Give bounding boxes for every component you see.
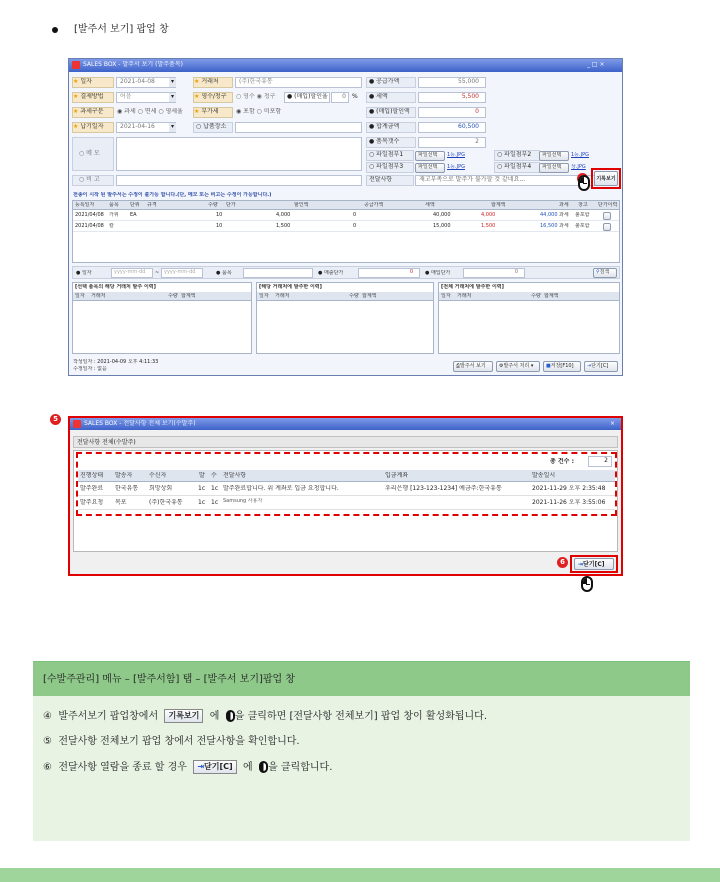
due-date-field[interactable]: 2021-04-16 [116,122,176,133]
note-label: ○ 비 고 [72,175,114,186]
history-panel-title: [해당 거래처에 발주한 이력] [259,284,322,290]
tax-amount-field: 5,500 [418,92,486,103]
table-row[interactable] [73,211,619,221]
deliver-note-label: 전달사항 [366,175,414,186]
file1-select-button[interactable]: 파일선택 [415,151,445,161]
total-amount-field: 60,500 [418,122,486,133]
file3-link[interactable]: 1등.JPG [447,164,465,170]
history-panel-title: [전체 거래처에 발주한 이력] [441,284,504,290]
date-dropdown-icon[interactable]: ▾ [170,78,174,85]
count-field: 2 [588,456,612,467]
cell-qty: 10 [216,212,223,218]
delivery-place-label: ○ 납품장소 [193,122,233,133]
col-header-reg-date: 등록일자 [75,202,95,208]
col-header-account: 입금계좌 [385,472,409,479]
bullet-title: [발주서 보기] 팝업 창 [74,24,169,35]
filter-item-label: ● 품목 [216,270,232,276]
price-history-button[interactable] [603,223,611,231]
mouse-icon [226,710,235,722]
cell-discount: 0 [353,212,357,218]
cell-total: 16,500 [540,223,558,229]
col-qty: 수량 [531,293,541,299]
col-vendor: 거래처 [91,293,106,299]
file1-link[interactable]: 1등.JPG [447,152,465,158]
discount-amount-label: ● (매입)할인액 [366,107,416,118]
cell-sent-at: 2021-11-29 오후 2:35:48 [532,485,606,492]
discount-unit: % [352,93,358,100]
filter-buy-price-label: ● 매입단가 [425,270,451,276]
payment-dropdown-icon[interactable]: ▾ [170,93,174,100]
col-header-spec: 규격 [147,202,157,208]
col-header-sender: 발송자 [115,472,133,479]
price-history-button[interactable] [603,212,611,220]
exit-icon: ⇥ [578,561,584,568]
filter-sale-price-field[interactable]: 0 [358,268,420,278]
edit-notice: 전송이 시작 된 발주서는 수정이 불가능 합니다.(단, 메모 또는 비고는 수정이 가능합니다.) [73,192,272,198]
notes-grid [78,470,615,514]
file4-label: ○ 파일첨부4 [494,162,540,173]
history-panel-header [73,292,251,301]
close-button[interactable]: ⇥닫기[C] [574,558,614,570]
col-qty: 수량 [349,293,359,299]
required-star-icon: ★ [73,78,79,85]
cell-date: 2021/04/08 [75,212,104,218]
cell-supply: 15,000 [433,223,451,229]
step-4-text: ④ 발주서보기 팝업창에서 기록보기 에 을 클릭하면 [전달사항 전체보기] 팝업 창이 활성화됩니다. [43,711,488,722]
close-icon[interactable]: × [610,420,616,427]
table-row[interactable] [78,483,615,496]
cell-unit: EA [130,212,137,218]
vat-label: ★ 부가세 [193,107,233,118]
vendor-field[interactable]: (주)한국유통 [235,77,362,88]
cell-receiver: (주)한국유통 [149,499,183,506]
order-view-window [68,58,623,376]
col-date: 일자 [259,293,269,299]
instructions-panel [33,661,690,841]
cell-message: Samsung 사용자 [223,498,263,504]
file2-link[interactable]: 1등.JPG [571,152,589,158]
window-titlebar[interactable] [70,418,621,430]
due-date-dropdown-icon[interactable]: ▾ [170,123,174,130]
col-header-total: 합계액 [491,202,506,208]
cell-qty: 10 [216,223,223,229]
vendor-label: ★ 거래처 [193,77,233,88]
col-header-send: 발 [199,472,205,479]
cell-supply: 40,000 [433,212,451,218]
cell-sender: 한국유통 [115,485,139,492]
col-header-qty: 수량 [208,202,218,208]
cell-sender: 목포 [115,499,127,506]
total-amount-label: ● 합계금액 [366,122,416,133]
filter-date-from[interactable]: yyyy-mm-dd [111,268,153,278]
cell-status: 발주완료 [80,485,104,492]
cell-item: 칼 [109,223,114,229]
app-icon [73,420,81,428]
file3-label: ○ 파일첨부3 [366,162,414,173]
col-header-item: 품목 [109,202,119,208]
step-5-badge: 5 [50,414,61,425]
save-icon: ■ [546,363,551,369]
app-icon [72,61,80,69]
cell-date: 2021/04/08 [75,223,104,229]
supply-amount-label: ● 공급가액 [366,77,416,88]
item-count-label: ● 품목갯수 [366,137,416,148]
modified-date: 수정일자 : 없음 [73,366,107,372]
discount-rate-field[interactable]: 0 [331,92,349,103]
instructions-header: [수발주관리] 메뉴 – [발주서함] 탭 – [발주서 보기]팝업 창 [43,674,296,685]
col-total: 합계액 [181,293,196,299]
process-icon: ⚙ [499,363,504,369]
history-panel-header [439,292,619,301]
count-label: 총 건수 : [550,458,574,465]
date-label: ★ 일자 [72,77,114,88]
memo-textarea[interactable] [116,137,362,171]
save-button[interactable]: ■저장[F10] [543,361,581,372]
window-title: SALES BOX - 발주서 보기 (발주품목) [83,61,183,68]
cell-price: 4,000 [276,212,291,218]
discount-rate-label: ● (매입)할인율 [284,92,330,103]
search-icon: ⚲ [596,269,600,275]
window-controls[interactable]: _ □ × [587,61,605,68]
supply-amount-field: 55,000 [418,77,486,88]
window-title: SALES BOX - 전달사항 전체 보기(수발주) [84,420,196,427]
cell-taxable: 과세 [559,212,569,218]
cell-tax: 1,500 [481,223,496,229]
cell-total: 44,000 [540,212,558,218]
col-header-sent-at: 발송일시 [532,472,556,479]
col-header-price: 단가 [226,202,236,208]
item-count-field: 2 [418,137,486,148]
cell-discount: 0 [353,223,357,229]
file2-label: ○ 파일첨부2 [494,150,540,161]
close-button-ref: ⇥닫기[C] [193,760,236,774]
col-header-price-history: 단가이력 [598,202,618,208]
close-button[interactable]: ⇥닫기[C] [584,361,618,372]
file4-link[interactable]: 상.JPG [571,164,586,170]
mouse-icon [259,761,268,773]
date-field[interactable]: 2021-04-08 [116,77,176,88]
cell-taxable: 과세 [559,223,569,229]
col-vendor: 거래처 [457,293,472,299]
cell-recv: 1c [211,485,219,492]
history-panel-title: [선택 품목의 해당 거래처 발주 이력] [75,284,156,290]
receipt-label: ★ 영수/청구 [193,92,233,103]
filter-buy-price-field[interactable]: 0 [463,268,525,278]
notes-tab[interactable]: 전달사항 전체(수발주) [73,436,618,448]
cell-send: 1c [198,499,206,506]
window-titlebar[interactable] [69,59,622,72]
col-header-receiver: 수신자 [149,472,167,479]
exit-icon: ⇥ [587,363,592,369]
due-date-label: ★ 납기일자 [72,122,114,133]
search-button[interactable]: ⚲검색 [593,268,617,278]
cell-receiver: 희망상회 [149,485,173,492]
step-6-text: ⑥ 전달사항 열람을 종료 할 경우 ⇥닫기[C] 에 을 클릭합니다. [43,762,333,773]
items-grid [72,200,620,263]
file3-select-button[interactable]: 파일선택 [415,163,445,173]
mouse-click-icon [578,175,590,191]
cell-tax: 4,000 [481,212,496,218]
cell-warehouse: 불포함 [575,212,590,218]
receipt-radio-group[interactable]: ○ 영수 ◉ 청구 [236,93,276,100]
cell-warehouse: 불포함 [575,223,590,229]
memo-label: ○ 메 모 [72,137,114,171]
table-row[interactable] [78,497,615,510]
filter-date-to[interactable]: yyyy-mm-dd [161,268,203,278]
file2-select-button[interactable]: 파일선택 [539,151,569,161]
payment-label: ★ 결제방법 [72,92,114,103]
col-header-discount: 할인액 [294,202,309,208]
payment-select[interactable]: 어음 [116,92,176,103]
tax-amount-label: ● 세액 [366,92,416,103]
col-header-supply: 공급가액 [364,202,384,208]
cell-item: 가위 [109,212,119,218]
cell-status: 발주요청 [80,499,104,506]
step-6-badge: 6 [557,557,568,568]
col-vendor: 거래처 [275,293,290,299]
col-header-tax: 세액 [425,202,435,208]
col-qty: 수량 [168,293,178,299]
history-view-button[interactable]: 기록보기 [594,171,618,186]
mouse-click-icon [581,576,593,592]
col-date: 일자 [75,293,85,299]
filter-bar [72,266,620,279]
col-date: 일자 [441,293,451,299]
col-header-status: 진행상태 [80,472,104,479]
order-view-button[interactable]: ⎙발주서 보기 [453,361,493,372]
created-date: 작성일자 : 2021-04-09 오후 4:11:33 [73,359,159,365]
cell-price: 1,500 [276,223,291,229]
file1-label: ○ 파일첨부1 [366,150,414,161]
footer-band [0,868,720,882]
col-total: 합계액 [544,293,559,299]
col-header-taxable: 과세 [559,202,569,208]
cell-message: 발주완료합니다. 위 계좌로 입금 요청합니다. [223,485,339,492]
filter-date-label: ● 일자 [76,270,92,276]
file4-select-button[interactable]: 파일선택 [539,163,569,173]
filter-sale-price-label: ● 매출단가 [318,270,344,276]
cell-account: 우리은행 [123-123-1234] 예금주:한국유통 [385,485,502,492]
printer-icon: ⎙ [456,363,461,369]
discount-amount-field: 0 [418,107,486,118]
deliver-notes-window [68,416,623,576]
filter-tilde: ~ [155,270,160,276]
vat-radio-group[interactable]: ◉ 포함 ○ 미포함 [236,108,282,115]
tax-type-label: ★ 과세구분 [72,107,114,118]
history-panel-vendor [256,282,434,354]
col-header-unit: 단위 [130,202,140,208]
col-header-warehouse: 창고 [578,202,588,208]
cell-sent-at: 2021-11-26 오후 3:55:06 [532,499,606,506]
bullet-dot [52,27,58,33]
col-header-message: 전달사항 [223,472,247,479]
deliver-note-field: 재고부족으로 발주가 불가할 것 같네요... [415,175,595,186]
delivery-place-field[interactable] [235,122,362,133]
table-row[interactable] [73,222,619,232]
filter-item-field[interactable] [243,268,313,278]
instructions-header-bar [33,662,690,696]
history-panel-header [257,292,433,301]
tax-type-radio-group[interactable]: ◉ 과세 ○ 면세 ○ 영세율 [117,108,183,115]
history-panel-all [438,282,620,354]
note-field[interactable] [116,175,362,186]
history-panel-item-vendor [72,282,252,354]
cell-send: 1c [198,485,206,492]
order-process-button[interactable]: ⚙발주서 처리 ▾ [496,361,540,372]
col-header-recv: 수 [211,472,217,479]
history-button-ref: 기록보기 [164,709,203,723]
cell-recv: 1c [211,499,219,506]
step-5-text: ⑤ 전달사항 전체보기 팝업 창에서 전달사항을 확인합니다. [43,736,300,747]
col-total: 합계액 [362,293,377,299]
